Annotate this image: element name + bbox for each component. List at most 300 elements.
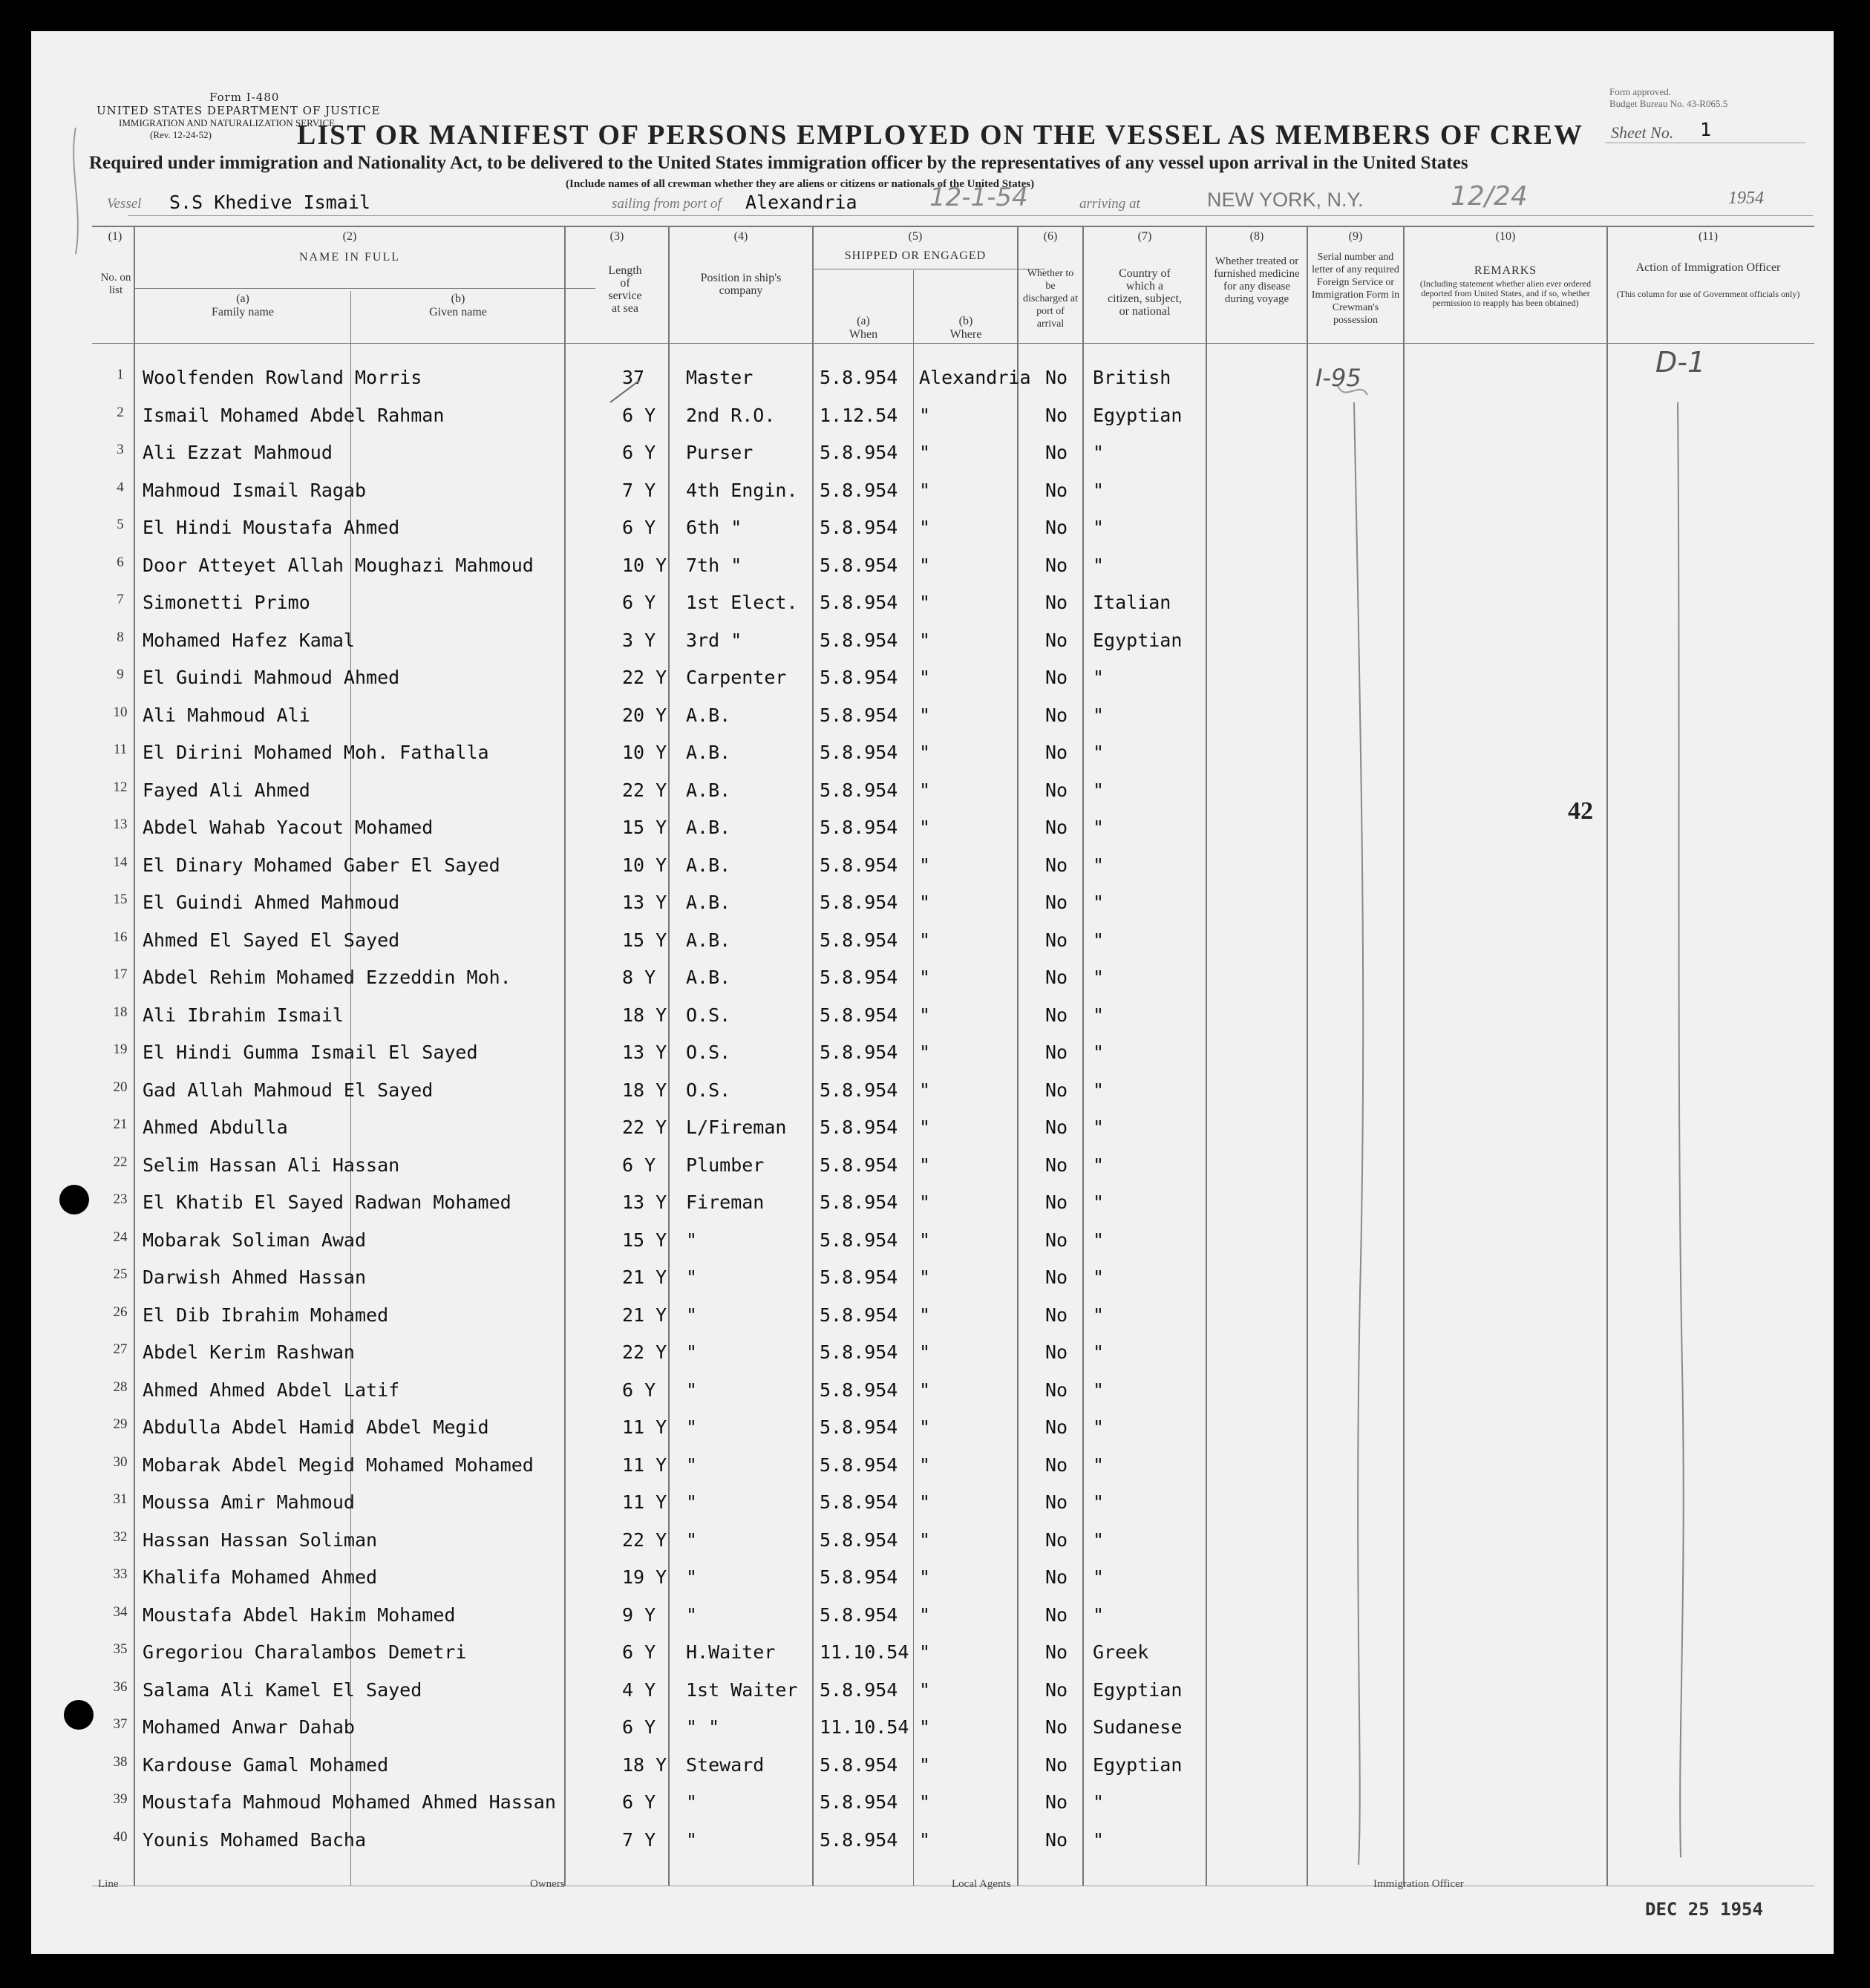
service-length: 10 Y <box>622 742 667 763</box>
col2b-header: Given name <box>429 306 487 318</box>
country: " <box>1093 1341 1105 1363</box>
country: " <box>1093 667 1105 688</box>
col2a-number: (a) <box>236 292 249 305</box>
service-length: 18 Y <box>622 1004 667 1026</box>
row-number: 21 <box>113 1116 128 1132</box>
discharge: No <box>1045 967 1068 988</box>
country: Sudanese <box>1093 1716 1183 1738</box>
service-length: 22 Y <box>622 1528 667 1551</box>
service-length: 13 Y <box>622 1042 667 1063</box>
position: " <box>686 1491 698 1513</box>
position: A.B. <box>686 892 731 913</box>
crew-name: Hassan Hassan Soliman <box>143 1528 378 1551</box>
row-number: 10 <box>113 704 128 720</box>
discharge: No <box>1045 1079 1068 1101</box>
discharge: No <box>1045 704 1068 726</box>
pencil-marks <box>31 31 1834 1954</box>
country: Italian <box>1093 592 1171 613</box>
position: " <box>686 1341 698 1363</box>
engaged-where: " <box>919 1491 931 1513</box>
crew-name: Khalifa Mohamed Ahmed <box>143 1566 378 1588</box>
engaged-when: 5.8.954 <box>820 1154 898 1176</box>
position: H.Waiter <box>686 1641 776 1663</box>
crew-name: El Khatib El Sayed Radwan Mohamed <box>143 1191 511 1213</box>
crew-name: Ahmed Abdulla <box>143 1116 288 1138</box>
position: 2nd R.O. <box>686 404 776 426</box>
position: 1st Elect. <box>686 592 798 613</box>
country: " <box>1093 742 1105 763</box>
engaged-when: 5.8.954 <box>820 592 898 613</box>
service-length: 15 Y <box>622 817 667 838</box>
position: O.S. <box>686 1042 731 1063</box>
position: L/Fireman <box>686 1116 787 1138</box>
crew-name: El Hindi Gumma Ismail El Sayed <box>143 1042 478 1063</box>
arriving-port: NEW YORK, N.Y. <box>1207 189 1364 211</box>
country: " <box>1093 554 1105 576</box>
vessel-label: Vessel <box>107 196 142 212</box>
discharge: No <box>1045 1603 1068 1626</box>
position: 7th " <box>686 554 742 576</box>
country: " <box>1093 1491 1105 1513</box>
engaged-where: " <box>919 742 931 763</box>
country: " <box>1093 779 1105 801</box>
service-length: 20 Y <box>622 704 667 726</box>
row-number: 34 <box>113 1603 128 1620</box>
engaged-where: " <box>919 1753 931 1776</box>
service-length: 6 Y <box>622 1716 656 1738</box>
col1-header: No. on list <box>100 272 131 296</box>
discharge: No <box>1045 517 1068 538</box>
engaged-when: 5.8.954 <box>820 704 898 726</box>
row-number: 23 <box>113 1191 128 1207</box>
discharge: No <box>1045 479 1068 501</box>
year: 1954 <box>1728 189 1764 208</box>
discharge: No <box>1045 1678 1068 1701</box>
country: " <box>1093 1191 1105 1213</box>
engaged-where: " <box>919 1716 931 1738</box>
subnote: (Include names of all crewman whether they are aliens or citizens or nationals of the United States) <box>566 178 1035 190</box>
discharge: No <box>1045 1791 1068 1813</box>
sheet-label: Sheet No. <box>1611 123 1674 142</box>
country: " <box>1093 479 1105 501</box>
sheet-number: 1 <box>1700 119 1712 140</box>
discharge: No <box>1045 1716 1068 1738</box>
engaged-where: Alexandria <box>919 367 1031 388</box>
country: " <box>1093 929 1105 951</box>
engaged-when: 5.8.954 <box>820 1491 898 1513</box>
country: " <box>1093 704 1105 726</box>
engaged-where: " <box>919 704 931 726</box>
row-number: 32 <box>113 1528 128 1545</box>
footer-officer: Immigration Officer <box>1373 1878 1464 1890</box>
row-number: 24 <box>113 1229 128 1245</box>
engaged-where: " <box>919 479 931 501</box>
col1-number: (1) <box>108 230 122 243</box>
engaged-when: 5.8.954 <box>820 1079 898 1101</box>
engaged-where: " <box>919 592 931 613</box>
row-number: 30 <box>113 1454 128 1470</box>
form-approved: Form approved. <box>1609 86 1672 97</box>
crew-name: El Guindi Mahmoud Ahmed <box>143 667 400 688</box>
crew-name: El Guindi Ahmed Mahmoud <box>143 892 400 913</box>
crew-name: Mobarak Soliman Awad <box>143 1229 367 1251</box>
engaged-where: " <box>919 1454 931 1476</box>
service-length: 9 Y <box>622 1603 656 1626</box>
discharge: No <box>1045 1454 1068 1476</box>
position: Carpenter <box>686 667 787 688</box>
row-number: 27 <box>113 1341 128 1357</box>
service-length: 6 Y <box>622 1791 656 1813</box>
row-number: 2 <box>117 404 124 420</box>
col9-header: Serial number and letter of any required Foreign Service or Immigration Form in Crewman's possession <box>1311 252 1400 326</box>
discharge: No <box>1045 1379 1068 1401</box>
manifest-sheet <box>31 31 1834 1954</box>
country: " <box>1093 1266 1105 1288</box>
discharge: No <box>1045 779 1068 801</box>
crew-name: Ali Ibrahim Ismail <box>143 1004 344 1026</box>
position: " <box>686 1229 698 1251</box>
position: Steward <box>686 1753 765 1776</box>
col2a-header: Family name <box>212 306 274 318</box>
arriving-label: arriving at <box>1079 196 1140 212</box>
crew-name: El Dirini Mohamed Moh. Fathalla <box>143 742 489 763</box>
col5b-number: (b) <box>958 315 973 327</box>
crew-name: Ali Mahmoud Ali <box>143 704 310 726</box>
col8-header: Whether treated or furnished medicine for any disease during voyage <box>1214 255 1300 305</box>
engaged-when: 5.8.954 <box>820 929 898 951</box>
country: " <box>1093 967 1105 988</box>
col9-number: (9) <box>1348 230 1363 243</box>
col2-header: NAME IN FULL <box>299 251 400 264</box>
country: " <box>1093 1828 1105 1851</box>
sailing-date: 12-1-54 <box>929 183 1028 212</box>
position: A.B. <box>686 779 731 801</box>
col3-header: Length of service at sea <box>608 264 642 315</box>
row-number: 37 <box>113 1716 128 1732</box>
service-length: 10 Y <box>622 554 667 576</box>
col5a-number: (a) <box>857 315 870 327</box>
row-number: 6 <box>117 554 124 570</box>
vessel-name: S.S Khedive Ismail <box>169 192 370 213</box>
remarks-count: 42 <box>1568 797 1593 825</box>
service-length: 8 Y <box>622 967 656 988</box>
service-length: 6 Y <box>622 1641 656 1663</box>
row-number: 3 <box>117 442 124 457</box>
engaged-when: 5.8.954 <box>820 1678 898 1701</box>
row-number: 25 <box>113 1266 128 1282</box>
row-number: 9 <box>117 667 124 682</box>
col5b-header: Where <box>949 328 982 341</box>
position: Master <box>686 367 753 388</box>
position: " <box>686 1416 698 1438</box>
crew-name: El Dinary Mohamed Gaber El Sayed <box>143 854 500 876</box>
engaged-when: 5.8.954 <box>820 1116 898 1138</box>
department-label: UNITED STATES DEPARTMENT OF JUSTICE <box>97 104 381 117</box>
engaged-when: 5.8.954 <box>820 1753 898 1776</box>
crew-name: Abdel Kerim Rashwan <box>143 1341 355 1363</box>
arrival-date: 12/24 <box>1451 181 1528 212</box>
engaged-where: " <box>919 1341 931 1363</box>
position: O.S. <box>686 1079 731 1101</box>
row-number: 14 <box>113 854 128 870</box>
engaged-where: " <box>919 1603 931 1626</box>
date-stamp: DEC 25 1954 <box>1645 1899 1763 1920</box>
crew-name: Fayed Ali Ahmed <box>143 779 310 801</box>
country: " <box>1093 1079 1105 1101</box>
service-length: 21 Y <box>622 1304 667 1326</box>
crew-name: Salama Ali Kamel El Sayed <box>143 1678 422 1701</box>
form-number: Form I-480 <box>209 91 280 104</box>
service-length: 22 Y <box>622 667 667 688</box>
col8-number: (8) <box>1249 230 1264 243</box>
row-number: 16 <box>113 929 128 945</box>
crew-name: Mahmoud Ismail Ragab <box>143 479 367 501</box>
row-number: 33 <box>113 1566 128 1582</box>
engaged-when: 11.10.54 <box>820 1641 909 1663</box>
discharge: No <box>1045 1304 1068 1326</box>
engaged-where: " <box>919 1042 931 1063</box>
engaged-when: 5.8.954 <box>820 854 898 876</box>
engaged-when: 5.8.954 <box>820 1304 898 1326</box>
engaged-where: " <box>919 1079 931 1101</box>
row-number: 26 <box>113 1304 128 1320</box>
service-length: 18 Y <box>622 1753 667 1776</box>
discharge: No <box>1045 929 1068 951</box>
crew-name: Kardouse Gamal Mohamed <box>143 1753 389 1776</box>
country: " <box>1093 1379 1105 1401</box>
col4-header: Position in ship's company <box>700 272 782 297</box>
country: " <box>1093 1042 1105 1063</box>
engaged-when: 5.8.954 <box>820 1416 898 1438</box>
row-number: 15 <box>113 892 128 907</box>
discharge: No <box>1045 554 1068 576</box>
row-number: 1 <box>117 367 124 382</box>
engaged-when: 5.8.954 <box>820 817 898 838</box>
engaged-where: " <box>919 1566 931 1588</box>
discharge: No <box>1045 367 1068 388</box>
col4-number: (4) <box>733 230 748 243</box>
engaged-where: " <box>919 854 931 876</box>
col11-number: (11) <box>1698 230 1719 243</box>
country: " <box>1093 854 1105 876</box>
col10-header: REMARKS <box>1474 264 1537 277</box>
engaged-where: " <box>919 1828 931 1851</box>
crew-name: Abdulla Abdel Hamid Abdel Megid <box>143 1416 489 1438</box>
row-number: 4 <box>117 479 124 495</box>
engaged-where: " <box>919 1229 931 1251</box>
position: 1st Waiter <box>686 1678 798 1701</box>
service-length: 15 Y <box>622 1229 667 1251</box>
crew-name: Mobarak Abdel Megid Mohamed Mohamed <box>143 1454 534 1476</box>
position: " <box>686 1566 698 1588</box>
service-length: 10 Y <box>622 854 667 876</box>
col5-header: SHIPPED OR ENGAGED <box>844 249 987 262</box>
discharge: No <box>1045 742 1068 763</box>
position: " <box>686 1528 698 1551</box>
row-number: 19 <box>113 1042 128 1057</box>
service-length: 13 Y <box>622 892 667 913</box>
engaged-where: " <box>919 629 931 651</box>
row-number: 7 <box>117 592 124 607</box>
crew-name: Mohamed Hafez Kamal <box>143 629 355 651</box>
subtitle: Required under immigration and Nationality Act, to be delivered to the United States immigration officer by the representatives of any vessel upon arrival in the United States <box>89 153 1468 173</box>
service-length: 7 Y <box>622 479 656 501</box>
crew-name: Younis Mohamed Bacha <box>143 1828 367 1851</box>
position: A.B. <box>686 967 731 988</box>
engaged-when: 5.8.954 <box>820 1528 898 1551</box>
engaged-when: 5.8.954 <box>820 1603 898 1626</box>
row-number: 12 <box>113 779 128 795</box>
country: " <box>1093 1528 1105 1551</box>
country: " <box>1093 1154 1105 1176</box>
discharge: No <box>1045 592 1068 613</box>
service-length: 6 Y <box>622 592 656 613</box>
engaged-where: " <box>919 779 931 801</box>
country: " <box>1093 1603 1105 1626</box>
discharge: No <box>1045 1266 1068 1288</box>
discharge: No <box>1045 1154 1068 1176</box>
service-length: 22 Y <box>622 779 667 801</box>
engaged-when: 1.12.54 <box>820 404 898 426</box>
service-length: 6 Y <box>622 442 656 463</box>
service-length: 15 Y <box>622 929 667 951</box>
engaged-when: 11.10.54 <box>820 1716 909 1738</box>
position: A.B. <box>686 817 731 838</box>
engaged-when: 5.8.954 <box>820 1191 898 1213</box>
position: " " <box>686 1716 720 1738</box>
country: " <box>1093 517 1105 538</box>
engaged-where: " <box>919 892 931 913</box>
punch-hole-lower <box>64 1700 94 1730</box>
engaged-where: " <box>919 404 931 426</box>
position: Fireman <box>686 1191 765 1213</box>
footer-local-agents: Local Agents <box>952 1878 1011 1890</box>
service-label: IMMIGRATION AND NATURALIZATION SERVICE <box>119 117 336 128</box>
engaged-when: 5.8.954 <box>820 554 898 576</box>
engaged-where: " <box>919 1416 931 1438</box>
position: " <box>686 1454 698 1476</box>
service-length: 6 Y <box>622 1154 656 1176</box>
engaged-where: " <box>919 1678 931 1701</box>
service-length: 6 Y <box>622 1379 656 1401</box>
crew-name: Ali Ezzat Mahmoud <box>143 442 333 463</box>
col11-note: (This column for use of Government officials only) <box>1616 289 1800 299</box>
engaged-where: " <box>919 1304 931 1326</box>
engaged-where: " <box>919 1528 931 1551</box>
col7-header: Country of which a citizen, subject, or national <box>1108 267 1182 318</box>
row-number: 38 <box>113 1753 128 1770</box>
service-length: 3 Y <box>622 629 656 651</box>
discharge: No <box>1045 1828 1068 1851</box>
crew-name: Moussa Amir Mahmoud <box>143 1491 355 1513</box>
crew-name: Ahmed Ahmed Abdel Latif <box>143 1379 400 1401</box>
col2b-number: (b) <box>451 292 465 305</box>
engaged-when: 5.8.954 <box>820 1042 898 1063</box>
engaged-where: " <box>919 1266 931 1288</box>
position: A.B. <box>686 742 731 763</box>
discharge: No <box>1045 854 1068 876</box>
col5a-header: When <box>849 328 878 341</box>
service-length: 22 Y <box>622 1341 667 1363</box>
engaged-where: " <box>919 1379 931 1401</box>
country: " <box>1093 1116 1105 1138</box>
country: " <box>1093 1566 1105 1588</box>
row-number: 28 <box>113 1379 128 1395</box>
position: 6th " <box>686 517 742 538</box>
sailing-label: sailing from port of <box>612 196 722 212</box>
engaged-when: 5.8.954 <box>820 367 898 388</box>
crew-name: Moustafa Abdel Hakim Mohamed <box>143 1603 456 1626</box>
engaged-when: 5.8.954 <box>820 1266 898 1288</box>
discharge: No <box>1045 1491 1068 1513</box>
discharge: No <box>1045 892 1068 913</box>
discharge: No <box>1045 1753 1068 1776</box>
engaged-where: " <box>919 929 931 951</box>
row-number: 5 <box>117 517 124 532</box>
service-length: 37 <box>622 367 645 388</box>
row-number: 11 <box>113 742 128 757</box>
discharge: No <box>1045 629 1068 651</box>
engaged-where: " <box>919 667 931 688</box>
discharge: No <box>1045 1641 1068 1663</box>
page-title: LIST OR MANIFEST OF PERSONS EMPLOYED ON THE VESSEL AS MEMBERS OF CREW <box>297 120 1583 151</box>
row-number: 31 <box>113 1491 128 1507</box>
engaged-when: 5.8.954 <box>820 742 898 763</box>
service-length: 7 Y <box>622 1828 656 1851</box>
crew-name: Ahmed El Sayed El Sayed <box>143 929 400 951</box>
col11-header: Action of Immigration Officer <box>1635 261 1781 274</box>
row-number: 29 <box>113 1416 128 1432</box>
crew-name: Ismail Mohamed Abdel Rahman <box>143 404 445 426</box>
country: " <box>1093 1229 1105 1251</box>
engaged-where: " <box>919 817 931 838</box>
country: Egyptian <box>1093 1753 1183 1776</box>
position: A.B. <box>686 929 731 951</box>
service-length: 11 Y <box>622 1454 667 1476</box>
position: 3rd " <box>686 629 742 651</box>
country: " <box>1093 442 1105 463</box>
row-number: 39 <box>113 1791 128 1807</box>
country: British <box>1093 367 1171 388</box>
position: Purser <box>686 442 753 463</box>
engaged-where: " <box>919 517 931 538</box>
engaged-when: 5.8.954 <box>820 667 898 688</box>
crew-name: Gad Allah Mahmoud El Sayed <box>143 1079 434 1101</box>
engaged-when: 5.8.954 <box>820 442 898 463</box>
country: Egyptian <box>1093 1678 1183 1701</box>
col10-number: (10) <box>1495 230 1516 243</box>
country: " <box>1093 817 1105 838</box>
col3-number: (3) <box>609 230 624 243</box>
row-number: 22 <box>113 1154 128 1170</box>
budget-bureau: Budget Bureau No. 43-R065.5 <box>1609 98 1728 109</box>
engaged-when: 5.8.954 <box>820 479 898 501</box>
crew-name: Selim Hassan Ali Hassan <box>143 1154 400 1176</box>
engaged-when: 5.8.954 <box>820 1379 898 1401</box>
row-number: 20 <box>113 1079 128 1095</box>
discharge: No <box>1045 1116 1068 1138</box>
engaged-when: 5.8.954 <box>820 1566 898 1588</box>
crew-name: Moustafa Mahmoud Mohamed Ahmed Hassan <box>143 1791 556 1813</box>
discharge: No <box>1045 817 1068 838</box>
service-length: 13 Y <box>622 1191 667 1213</box>
country: " <box>1093 1416 1105 1438</box>
position: " <box>686 1603 698 1626</box>
col6-header: Whether to be discharged at port of arrival <box>1023 268 1078 330</box>
row-number: 40 <box>113 1828 128 1845</box>
footer-owners: Owners <box>530 1878 565 1890</box>
engaged-where: " <box>919 554 931 576</box>
